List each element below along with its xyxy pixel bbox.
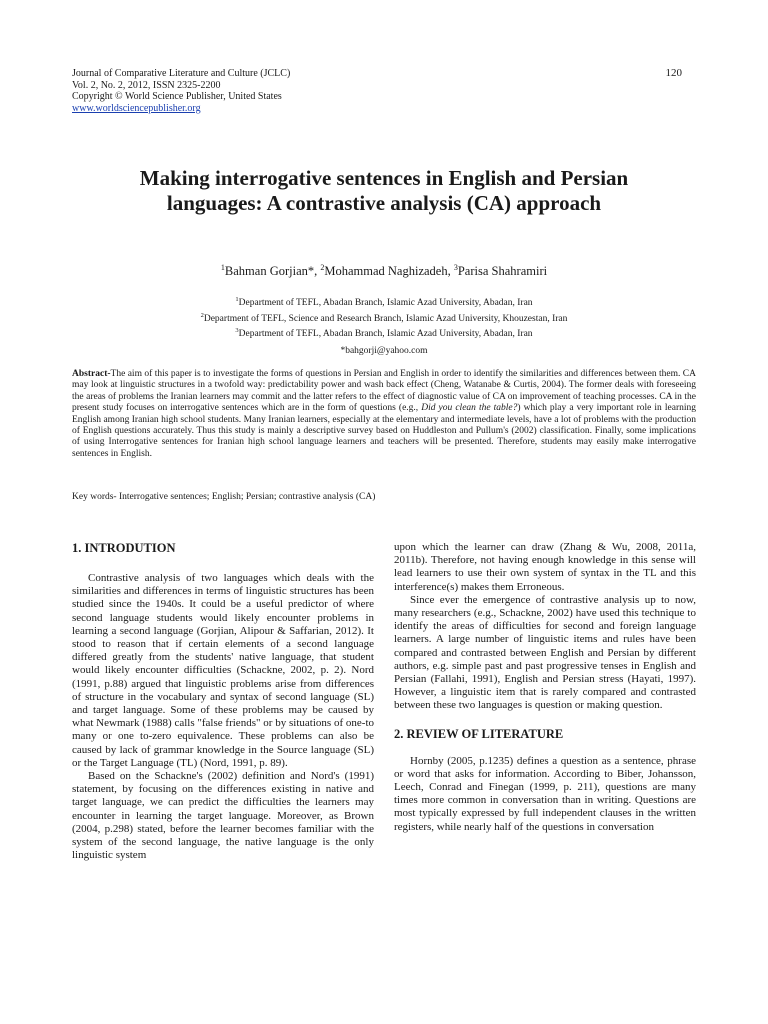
affiliation-1-sup: 1: [235, 296, 239, 303]
abstract-example: Did you clean the table?: [421, 403, 518, 414]
journal-header: [72, 68, 682, 114]
intro-paragraph-3: Since ever the emergence of contrastive analysis up to now, many researchers (e.g., Schackne, 2002) have used this technique to identify the areas of difficulties for second and foreign language learners. A large number of linguistic items and rules have been compared and contrasted between English and Persian by different authors, e.g. simple past and past progressive tenses in English and Persian (Fallahi, 1991), English and Persian stress (Hayati, 1997). However, a linguistic item that is rarely compared and contrasted between these two languages is question or making question.: [394, 593, 696, 712]
author-3-name: Parisa Shahramiri: [457, 264, 548, 279]
journal-copyright: Copyright © World Science Publisher, United States: [72, 91, 282, 102]
abstract-label: Abstract-: [72, 369, 111, 379]
author-1-sup: 1: [220, 263, 225, 272]
abstract: [72, 369, 696, 460]
affiliations: [60, 294, 708, 341]
author-1-name: Bahman Gorjian*,: [224, 264, 321, 279]
keywords-label: Key words-: [72, 492, 117, 502]
right-column: [394, 541, 696, 834]
page-number: 120: [665, 67, 682, 79]
journal-name: Journal of Comparative Literature and Culture (JCLC): [72, 68, 291, 79]
affiliation-2-text: Department of TEFL, Science and Research Branch, Islamic Azad University, Khouzestan, Iran: [203, 313, 568, 324]
author-2-sup: 2: [320, 263, 325, 272]
author-2-name: Mohammad Naghizadeh,: [324, 264, 454, 279]
affiliation-3-text: Department of TEFL, Abadan Branch, Islamic Azad University, Abadan, Iran: [238, 329, 533, 340]
affiliation-3: [60, 325, 708, 341]
paper-title: [60, 166, 708, 216]
affiliation-1-text: Department of TEFL, Abadan Branch, Islamic Azad University, Abadan, Iran: [238, 298, 533, 309]
author-list: [60, 263, 708, 279]
abstract-text-2: ) which play a very important role in learning English among Iranian high school students. Many Iranian learners, especially at the elementary and intermediate levels, have a lot of problems with the production of English questions accurately. Thus this study is mainly a descriptive survey based on Huddleston and Pullum's (2002) classification. Finally, some implications of using Interrogative sentences for Iranian high school language learners and teachers will be presented. Therefore, students may easily make interrogative sentences in English.: [72, 403, 697, 459]
author-3-sup: 3: [453, 263, 458, 272]
intro-paragraph-2: Based on the Schackne's (2002) definition and Nord's (1991) statement, by focusing on the differences existing in native and target language, we can predict the difficulties the learners may encounter in learning the target language. Moreover, as Brown (2004, p.298) stated, before the learner becomes familiar with the system of the second language, the native language is the only linguistic system: [72, 770, 374, 862]
journal-url-link[interactable]: www.worldsciencepublisher.org: [72, 102, 201, 114]
left-column: [72, 541, 374, 862]
affiliation-2: [60, 310, 708, 326]
intro-paragraph-2-continued: upon which the learner can draw (Zhang & Wu, 2008, 2011a, 2011b). Therefore, not having enough knowledge in this sense will lead learners to use their own system of syntax in the TL and this interference(s) makes them Erroneous.: [394, 541, 696, 593]
review-heading: 2. REVIEW OF LITERATURE: [394, 726, 564, 741]
abstract-text-1: The aim of this paper is to investigate the forms of questions in Persian and English in order to identify the similarities and differences between them. CA may look at linguistic structures in a twofold way: predictability power and wash back effect (Cheng, Watanabe & Curtis, 2004). The former deals with foreseeing the areas of problems the Iranian learners may commit and the latter refers to the effect of diagnostic value of CA on improvement of teaching processes. CA in the present study focuses on interrogative sentences which are in the form of questions (e.g.,: [72, 369, 696, 414]
title-line-1: Making interrogative sentences in English and Persian: [139, 166, 629, 190]
title-line-2: languages: A contrastive analysis (CA) approach: [166, 191, 602, 215]
intro-paragraph-1: Contrastive analysis of two languages which deals with the similarities and differences in terms of linguistic structures has been studied since the 1940s. It could be a useful predictor of where second language students would likely encounter problems in learning a second language (Gorjian, Alipour & Saffarian, 2012). It stood to reason that if certain elements of a second language differed greatly from the students' native language, that student would likely encounter difficulties (Schackne, 2002, p. 2). Nord (1991, p.88) argued that linguistic problems arise from differences of structure in the vocabulary and syntax of second language (SL) and target language. Some of these problems may be caused by what Newmark (1988) calls "false friends" or by situations of one-to many or one to-zero equivalence. These problems can also be caused by lack of grammar knowledge in the Source language (SL) or the Target Language (TL) (Nord, 1991, p. 89).: [72, 572, 374, 769]
corresponding-email: *bahgorji@yahoo.com: [340, 346, 428, 356]
affiliation-1: [60, 294, 708, 310]
introduction-heading: 1. INTRODUTION: [72, 541, 176, 555]
keywords-text: Interrogative sentences; English; Persian; contrastive analysis (CA): [116, 492, 376, 502]
affiliation-3-sup: 3: [235, 327, 239, 335]
affiliation-2-sup: 2: [200, 311, 204, 319]
keywords: [72, 492, 696, 502]
review-paragraph-1: Hornby (2005, p.1235) defines a question as a sentence, phrase or word that asks for information. According to Biber, Johansson, Leech, Conrad and Finegan (1999, p. 211), questions are many times more common in conversation than in writing. Questions are most typically expressed by full independent clauses in the written registers, while nearly half of the questions in conversation: [394, 754, 696, 833]
journal-volume: Vol. 2, No. 2, 2012, ISSN 2325-2200: [72, 79, 221, 91]
